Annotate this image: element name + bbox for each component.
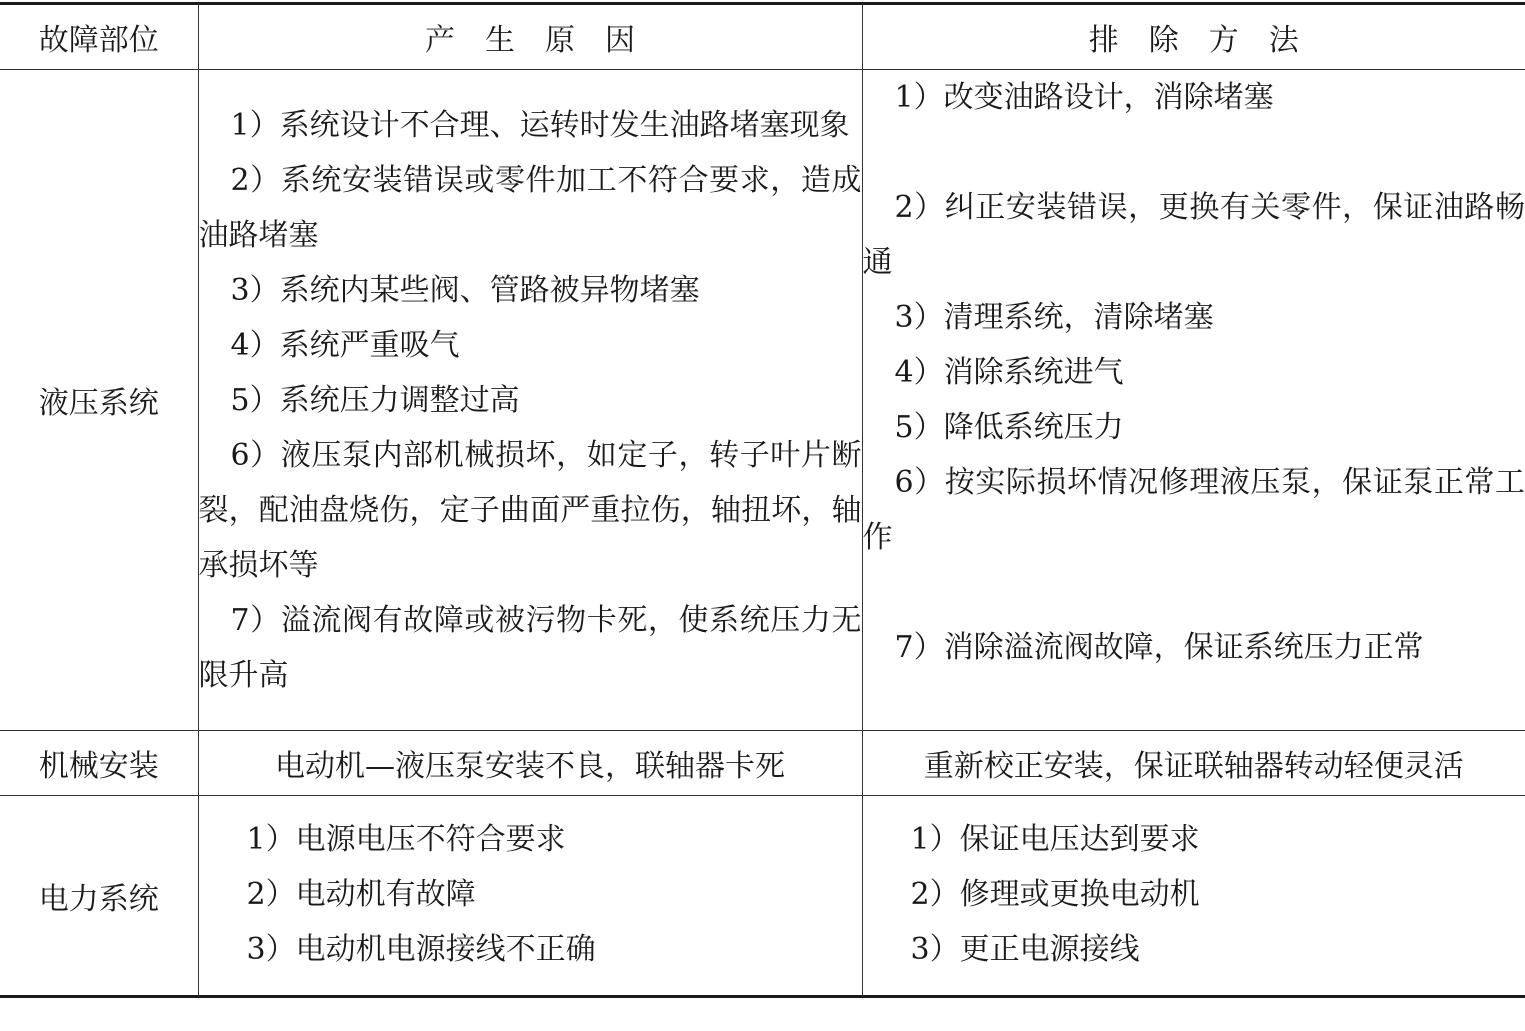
remedy-item: 7）消除溢流阀故障，保证系统压力正常 xyxy=(894,630,1424,665)
remedy-item: 2）纠正安装错误，更换有关零件，保证油路畅通 xyxy=(862,190,1525,280)
remedy-item: 4）消除系统进气 xyxy=(894,355,1124,390)
causes-cell xyxy=(198,796,862,997)
remedy-item: 5）降低系统压力 xyxy=(894,410,1124,445)
remedy-item: 6）按实际损坏情况修理液压泵，保证泵正常工作 xyxy=(862,465,1525,555)
cause-cell: 电动机—液压泵安装不良，联轴器卡死 xyxy=(198,731,862,796)
header-part: 故障部位 xyxy=(0,4,198,70)
cause-item: 5）系统压力调整过高 xyxy=(230,382,520,418)
causes-cell xyxy=(198,70,862,731)
spacer xyxy=(863,565,1525,620)
remedies-cell xyxy=(862,796,1525,997)
remedy-item: 3）清理系统，清除堵塞 xyxy=(894,300,1214,335)
cause-item: 1）系统设计不合理、运转时发生油路堵塞现象 xyxy=(230,107,850,143)
part-cell: 液压系统 xyxy=(0,70,198,731)
remedy-cell: 重新校正安装，保证联轴器转动轻便灵活 xyxy=(862,731,1525,796)
cause-item: 1）电源电压不符合要求 xyxy=(246,822,566,857)
table-row-mechanical xyxy=(0,731,1525,796)
part-cell: 机械安装 xyxy=(0,731,198,796)
header-remedy: 排 除 方 法 xyxy=(862,4,1525,70)
cause-item: 2）系统安装错误或零件加工不符合要求，造成油路堵塞 xyxy=(198,162,862,253)
spacer xyxy=(863,675,1525,730)
cause-item: 3）电动机电源接线不正确 xyxy=(246,932,596,967)
remedy-item: 3）更正电源接线 xyxy=(910,932,1140,967)
table-row-hydraulic xyxy=(0,70,1525,731)
table-row-electrical xyxy=(0,796,1525,997)
cause-item: 6）液压泵内部机械损坏，如定子，转子叶片断裂，配油盘烧伤，定子曲面严重拉伤，轴扭坏，轴承损坏等 xyxy=(198,437,862,583)
cause-item: 2）电动机有故障 xyxy=(246,877,476,912)
remedy-item: 1）保证电压达到要求 xyxy=(910,822,1200,857)
fault-table xyxy=(0,2,1525,998)
remedy-item: 2）修理或更换电动机 xyxy=(910,877,1200,912)
remedy-item: 1）改变油路设计，消除堵塞 xyxy=(894,80,1274,115)
header-row xyxy=(0,4,1525,70)
remedies-cell xyxy=(862,70,1525,731)
cause-item: 3）系统内某些阀、管路被异物堵塞 xyxy=(230,272,700,308)
cause-item: 4）系统严重吸气 xyxy=(230,327,460,363)
header-cause: 产 生 原 因 xyxy=(198,4,862,70)
part-cell: 电力系统 xyxy=(0,796,198,997)
spacer xyxy=(863,125,1525,180)
cause-item: 7）溢流阀有故障或被污物卡死，使系统压力无限升高 xyxy=(198,602,862,693)
